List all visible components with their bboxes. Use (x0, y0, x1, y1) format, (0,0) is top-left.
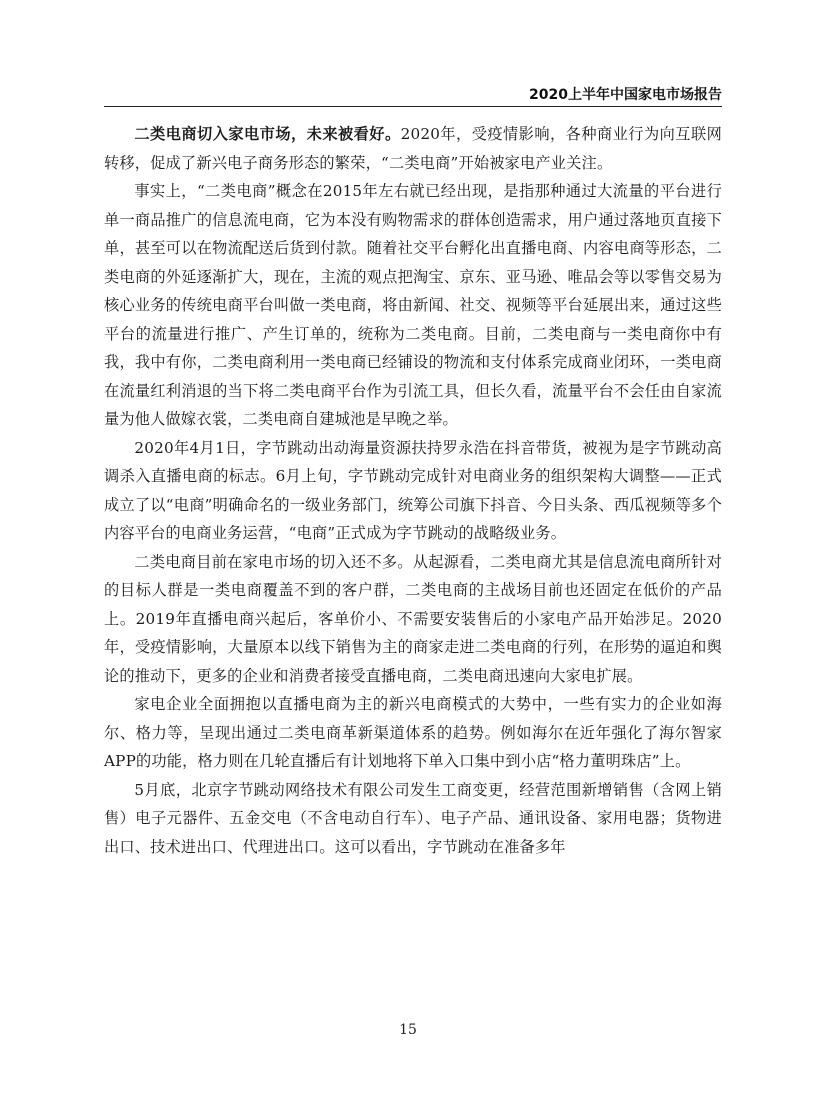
paragraph-text: 2020年4月1日，字节跳动出动海量资源扶持罗永浩在抖音带货，被视为是字节跳动高调杀入直播电商的标志。6月上旬，字节跳动完成针对电商业务的组织架构大调整——正式成立了以“电商”明确命名的一级业务部门，统筹公司旗下抖音、今日头条、西瓜视频等多个内容平台的电商业务运营，“电商”正式成为字节跳动的战略级业务。 (104, 438, 722, 542)
paragraph-1 (104, 120, 722, 177)
paragraph-text: 5月底，北京字节跳动网络技术有限公司发生工商变更，经营范围新增销售（含网上销售）电子元器件、五金交电（不含电动自行车）、电子产品、通讯设备、家用电器；货物进出口、技术进出口、代理进出口。这可以看出，字节跳动在准备多年 (104, 780, 722, 856)
page-number: 15 (399, 1022, 417, 1038)
body-text (104, 120, 722, 861)
paragraph-text: 二类电商目前在家电市场的切入还不多。从起源看，二类电商尤其是信息流电商所针对的目标人群是一类电商覆盖不到的客户群，二类电商的主战场目前也还固定在低价的产品上。2019年直播电商兴起后，客单价小、不需要安装售后的小家电产品开始涉足。2020年，受疫情影响，大量原本以线下销售为主的商家走进二类电商的行列，在形势的逼迫和舆论的推动下，更多的企业和消费者接受直播电商，二类电商迅速向大家电扩展。 (104, 552, 722, 685)
running-header (104, 82, 722, 107)
paragraph-text: 事实上，“二类电商”概念在2015年左右就已经出现，是指那种通过大流量的平台进行单一商品推广的信息流电商，它为本没有购物需求的群体创造需求，用户通过落地页直接下单，甚至可以在物流配送后货到付款。随着社交平台孵化出直播电商、内容电商等形态，二类电商的外延逐渐扩大，现在，主流的观点把淘宝、京东、亚马逊、唯品会等以零售交易为核心业务的传统电商平台叫做一类电商，将由新闻、社交、视频等平台延展出来，通过这些平台的流量进行推广、产生订单的，统称为二类电商。目前，二类电商与一类电商你中有我，我中有你，二类电商利用一类电商已经铺设的物流和支付体系完成商业闭环，一类电商在流量红利消退的当下将二类电商平台作为引流工具，但长久看，流量平台不会任由自家流量为他人做嫁衣裳，二类电商自建城池是早晚之举。 (104, 182, 722, 428)
paragraph-text: 家电企业全面拥抱以直播电商为主的新兴电商模式的大势中，一些有实力的企业如海尔、格力等，呈现出通过二类电商革新渠道体系的趋势。例如海尔在近年强化了海尔智家APP的功能，格力则在几轮直播后有计划地将下单入口集中到小店“格力董明珠店”上。 (104, 695, 722, 770)
paragraph-4 (104, 548, 722, 691)
paragraph-text: 2020年，受疫情影响，各种商业行为向互联网转移，促成了新兴电子商务形态的繁荣，“二类电商”开始被家电产业关注。 (104, 125, 722, 172)
header-title: 2020上半年中国家电市场报告 (529, 87, 722, 103)
paragraph-5 (104, 690, 722, 776)
paragraph-2 (104, 177, 722, 434)
paragraph-3 (104, 434, 722, 548)
paragraph-lead: 二类电商切入家电市场，未来被看好。 (134, 125, 401, 143)
paragraph-6 (104, 776, 722, 862)
